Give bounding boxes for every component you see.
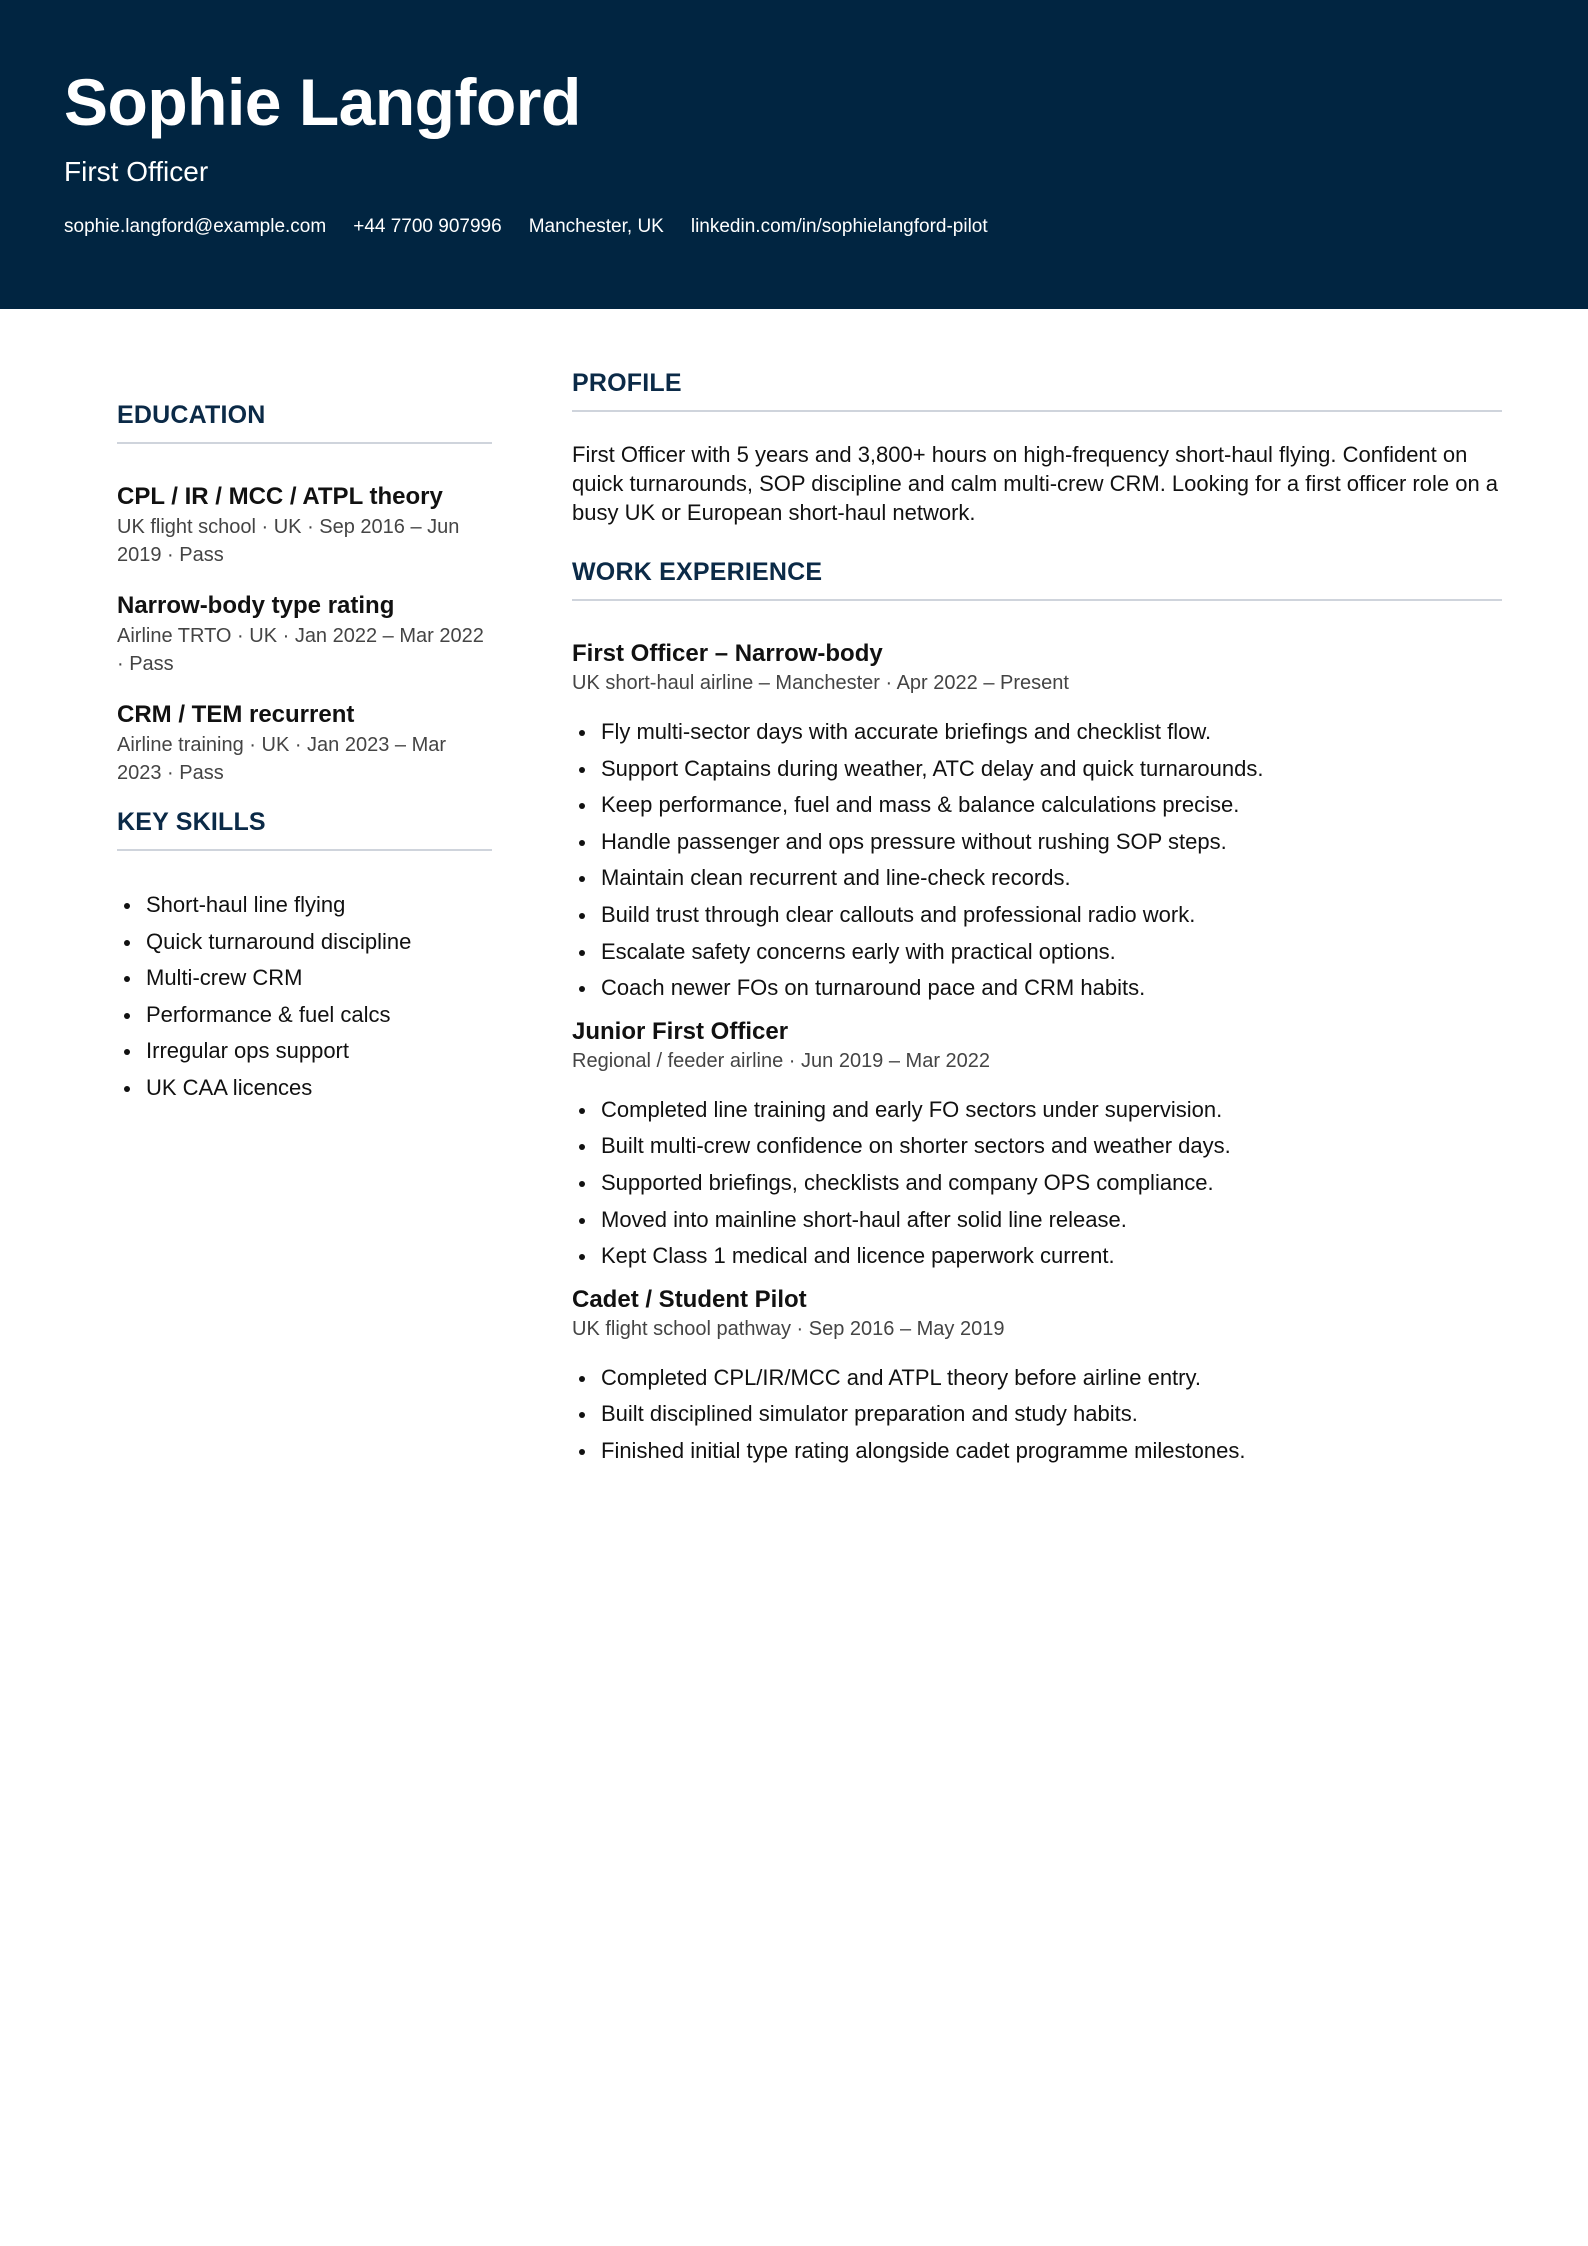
job-bullet: Maintain clean recurrent and line-check records. <box>572 860 1502 897</box>
job-entry <box>572 1017 1502 1275</box>
education-item <box>117 591 492 678</box>
profile-heading: PROFILE <box>572 366 1502 412</box>
job-bullets <box>572 714 1502 1007</box>
job-bullet: Fly multi-sector days with accurate briefings and checklist flow. <box>572 714 1502 751</box>
job-bullets <box>572 1092 1502 1275</box>
job-bullet: Completed line training and early FO sectors under supervision. <box>572 1092 1502 1129</box>
education-detail: UK flight school · UK · Sep 2016 – Jun 2019 · Pass <box>117 516 460 566</box>
education-item <box>117 700 492 787</box>
contact-location: Manchester, UK <box>528 216 664 237</box>
education-list <box>117 482 492 787</box>
skill-item: Short-haul line flying <box>117 887 492 924</box>
skills-list <box>117 887 492 1107</box>
skill-item: Quick turnaround discipline <box>117 924 492 961</box>
job-entry <box>572 639 1502 1007</box>
job-meta: UK flight school pathway · Sep 2016 – May 2019 <box>572 1317 1005 1340</box>
skills-heading: KEY SKILLS <box>117 805 492 851</box>
contact-email[interactable]: sophie.langford@example.com <box>64 216 327 237</box>
job-bullet: Built multi-crew confidence on shorter sectors and weather days. <box>572 1128 1502 1165</box>
job-bullet: Keep performance, fuel and mass & balance calculations precise. <box>572 787 1502 824</box>
education-degree: CRM / TEM recurrent <box>117 701 355 728</box>
education-detail: Airline TRTO · UK · Jan 2022 – Mar 2022 · Pass <box>117 625 484 675</box>
skill-item: Multi-crew CRM <box>117 960 492 997</box>
education-degree: Narrow-body type rating <box>117 592 395 619</box>
job-bullet: Support Captains during weather, ATC delay and quick turnarounds. <box>572 751 1502 788</box>
job-bullet: Completed CPL/IR/MCC and ATPL theory before airline entry. <box>572 1360 1502 1397</box>
job-bullet: Build trust through clear callouts and professional radio work. <box>572 897 1502 934</box>
education-degree: CPL / IR / MCC / ATPL theory <box>117 483 443 510</box>
job-bullet: Finished initial type rating alongside cadet programme milestones. <box>572 1433 1502 1470</box>
profile-summary: First Officer with 5 years and 3,800+ hours on high-frequency short-haul flying. Confident on quick turnarounds, SOP discipline and calm multi-crew CRM. Looking for a first officer role on a busy UK or European short-haul network. <box>572 442 1499 525</box>
skill-item: UK CAA licences <box>117 1070 492 1107</box>
candidate-name: Sophie Langford <box>64 65 581 139</box>
education-item <box>117 482 492 569</box>
left-column <box>117 398 492 1107</box>
job-bullet: Kept Class 1 medical and licence paperwork current. <box>572 1238 1502 1275</box>
contact-phone[interactable]: +44 7700 907996 <box>353 216 502 237</box>
resume-header <box>0 0 1588 309</box>
education-detail: Airline training · UK · Jan 2023 – Mar 2023 · Pass <box>117 734 447 784</box>
right-column <box>572 366 1502 1470</box>
job-bullet: Built disciplined simulator preparation and study habits. <box>572 1396 1502 1433</box>
skill-item: Performance & fuel calcs <box>117 997 492 1034</box>
contact-linkedin[interactable]: linkedin.com/in/sophielangford-pilot <box>690 216 988 237</box>
job-meta: UK short-haul airline – Manchester · Apr 2022 – Present <box>572 672 1069 694</box>
job-bullet: Coach newer FOs on turnaround pace and CRM habits. <box>572 970 1502 1007</box>
job-bullet: Handle passenger and ops pressure without rushing SOP steps. <box>572 824 1502 861</box>
job-title: Cadet / Student Pilot <box>572 1285 807 1313</box>
job-bullet: Supported briefings, checklists and company OPS compliance. <box>572 1165 1502 1202</box>
candidate-title: First Officer <box>64 156 209 187</box>
job-bullets <box>572 1360 1502 1470</box>
work-heading: WORK EXPERIENCE <box>572 555 1502 601</box>
education-heading: EDUCATION <box>117 398 492 444</box>
skill-item: Irregular ops support <box>117 1033 492 1070</box>
job-title: Junior First Officer <box>572 1017 789 1045</box>
job-bullet: Escalate safety concerns early with practical options. <box>572 934 1502 971</box>
job-bullet: Moved into mainline short-haul after solid line release. <box>572 1202 1502 1239</box>
job-meta: Regional / feeder airline · Jun 2019 – Mar 2022 <box>572 1049 991 1072</box>
contact-row <box>64 214 988 240</box>
job-title: First Officer – Narrow-body <box>572 640 883 667</box>
job-entry <box>572 1285 1502 1470</box>
